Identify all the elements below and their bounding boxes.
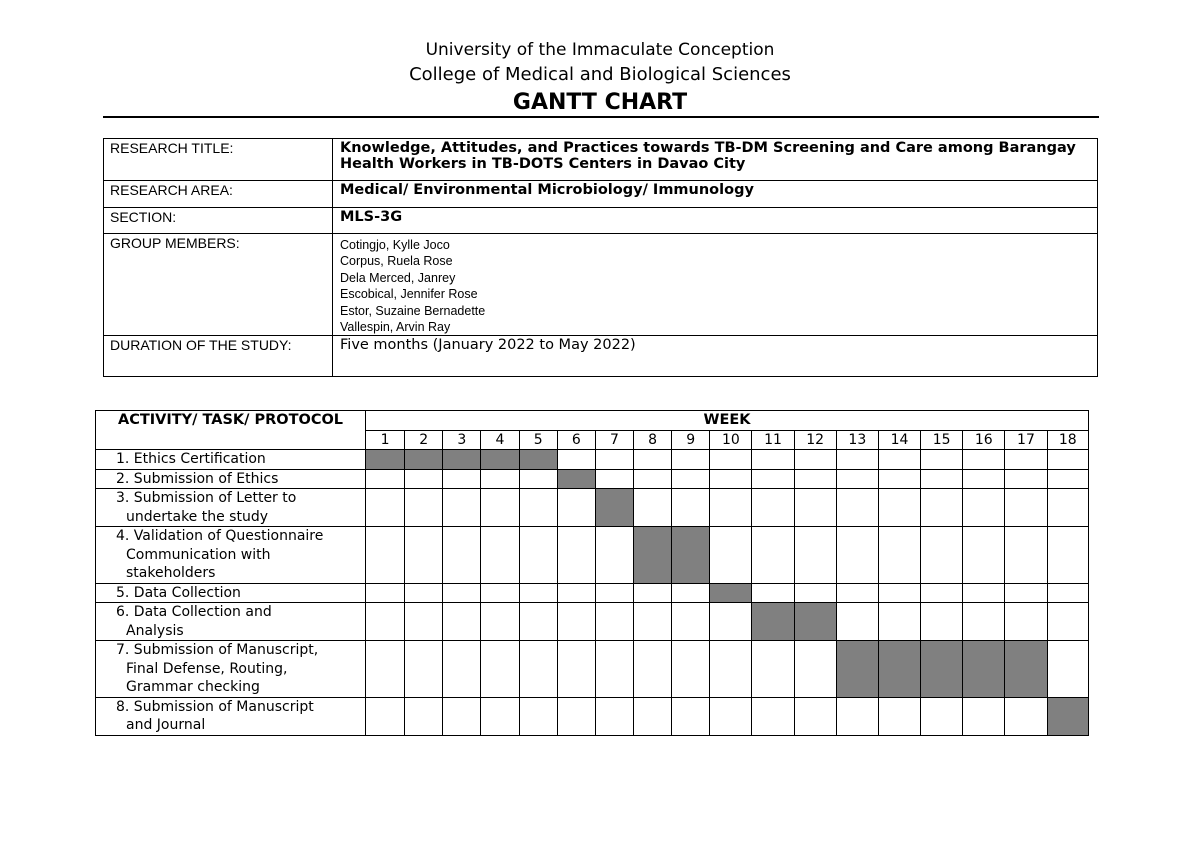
gantt-empty-cell [672, 641, 710, 698]
task-label [96, 641, 366, 698]
gantt-empty-cell [921, 489, 963, 527]
gantt-empty-cell [481, 603, 519, 641]
task-row [96, 641, 1089, 698]
page-title: GANTT CHART [512, 90, 688, 115]
university-name: University of the Immaculate Conception [425, 40, 775, 60]
section-label: SECTION: [104, 208, 333, 234]
gantt-bar-cell [443, 450, 481, 470]
week-number-8: 8 [634, 430, 672, 450]
gantt-empty-cell [752, 527, 794, 584]
research-title-label: RESEARCH TITLE: [104, 139, 333, 181]
research-info-table [103, 138, 1098, 377]
gantt-empty-cell [519, 469, 557, 489]
gantt-bar-cell [878, 641, 920, 698]
gantt-empty-cell [752, 489, 794, 527]
gantt-empty-cell [1047, 583, 1088, 603]
gantt-empty-cell [836, 489, 878, 527]
gantt-empty-cell [366, 469, 405, 489]
gantt-empty-cell [921, 603, 963, 641]
gantt-empty-cell [963, 469, 1005, 489]
gantt-empty-cell [1005, 469, 1047, 489]
week-number-4: 4 [481, 430, 519, 450]
task-row [96, 527, 1089, 584]
college-name: College of Medical and Biological Sciences [409, 64, 791, 85]
gantt-empty-cell [481, 527, 519, 584]
gantt-header-row [96, 411, 1089, 431]
research-area-label: RESEARCH AREA: [104, 181, 333, 208]
gantt-empty-cell [634, 450, 672, 470]
gantt-empty-cell [519, 697, 557, 735]
gantt-empty-cell [405, 527, 443, 584]
research-area-row [104, 181, 1098, 208]
week-number-10: 10 [710, 430, 752, 450]
group-member: Corpus, Ruela Rose [340, 254, 453, 269]
gantt-bar-cell [672, 527, 710, 584]
group-member: Dela Merced, Janrey [340, 270, 456, 285]
task-label-line: 6. Data Collection and [116, 604, 272, 620]
gantt-empty-cell [519, 527, 557, 584]
gantt-empty-cell [672, 583, 710, 603]
gantt-empty-cell [1005, 603, 1047, 641]
gantt-empty-cell [1047, 641, 1088, 698]
gantt-empty-cell [595, 697, 633, 735]
gantt-empty-cell [710, 469, 752, 489]
task-row [96, 697, 1089, 735]
gantt-empty-cell [878, 489, 920, 527]
gantt-empty-cell [557, 583, 595, 603]
gantt-empty-cell [672, 489, 710, 527]
gantt-empty-cell [836, 603, 878, 641]
task-label-line: 7. Submission of Manuscript, [116, 642, 319, 658]
section-row [104, 208, 1098, 234]
gantt-empty-cell [1005, 450, 1047, 470]
gantt-empty-cell [557, 641, 595, 698]
gantt-bar-cell [366, 450, 405, 470]
gantt-empty-cell [634, 469, 672, 489]
gantt-empty-cell [794, 489, 836, 527]
week-number-13: 13 [836, 430, 878, 450]
gantt-empty-cell [519, 583, 557, 603]
gantt-empty-cell [794, 450, 836, 470]
gantt-empty-cell [405, 603, 443, 641]
gantt-empty-cell [634, 583, 672, 603]
group-member: Escobical, Jennifer Rose [340, 287, 478, 302]
gantt-empty-cell [557, 489, 595, 527]
gantt-bar-cell [794, 603, 836, 641]
week-number-1: 1 [366, 430, 405, 450]
gantt-empty-cell [963, 583, 1005, 603]
task-label-line: 4. Validation of Questionnaire [116, 528, 324, 544]
week-number-2: 2 [405, 430, 443, 450]
header-divider [103, 116, 1099, 118]
gantt-empty-cell [634, 641, 672, 698]
gantt-empty-cell [519, 641, 557, 698]
week-number-15: 15 [921, 430, 963, 450]
gantt-empty-cell [794, 641, 836, 698]
gantt-empty-cell [443, 489, 481, 527]
gantt-bar-cell [836, 641, 878, 698]
gantt-empty-cell [366, 489, 405, 527]
gantt-bar-cell [1047, 697, 1088, 735]
task-label [96, 603, 366, 641]
gantt-empty-cell [366, 603, 405, 641]
duration-row [104, 336, 1098, 377]
gantt-empty-cell [595, 583, 633, 603]
group-members-row [104, 234, 1098, 336]
task-label-line: Grammar checking [126, 679, 260, 695]
week-number-9: 9 [672, 430, 710, 450]
gantt-bar-cell [557, 469, 595, 489]
gantt-empty-cell [481, 641, 519, 698]
gantt-bar-cell [595, 489, 633, 527]
gantt-empty-cell [1047, 527, 1088, 584]
gantt-empty-cell [921, 469, 963, 489]
gantt-bar-cell [921, 641, 963, 698]
gantt-table [95, 410, 1089, 736]
week-number-11: 11 [752, 430, 794, 450]
week-number-17: 17 [1005, 430, 1047, 450]
gantt-empty-cell [921, 583, 963, 603]
gantt-empty-cell [634, 603, 672, 641]
gantt-empty-cell [595, 603, 633, 641]
gantt-empty-cell [481, 469, 519, 489]
week-column-header: WEEK [366, 411, 1089, 431]
week-number-18: 18 [1047, 430, 1088, 450]
gantt-empty-cell [836, 583, 878, 603]
task-label-line: 5. Data Collection [116, 584, 241, 601]
gantt-empty-cell [443, 697, 481, 735]
gantt-empty-cell [672, 469, 710, 489]
gantt-empty-cell [836, 697, 878, 735]
gantt-empty-cell [443, 583, 481, 603]
gantt-empty-cell [443, 469, 481, 489]
task-label [96, 697, 366, 735]
research-title-value: Knowledge, Attitudes, and Practices towards TB-DM Screening and Care among Barangay Health Workers in TB-DOTS Centers in Davao City [333, 139, 1098, 181]
gantt-empty-cell [963, 603, 1005, 641]
week-number-5: 5 [519, 430, 557, 450]
gantt-bar-cell [710, 583, 752, 603]
gantt-empty-cell [794, 469, 836, 489]
duration-label: DURATION OF THE STUDY: [104, 336, 333, 377]
gantt-empty-cell [366, 527, 405, 584]
task-row [96, 583, 1089, 603]
gantt-empty-cell [519, 489, 557, 527]
duration-value: Five months (January 2022 to May 2022) [333, 336, 1098, 377]
task-label-line: and Journal [126, 717, 206, 733]
gantt-empty-cell [481, 489, 519, 527]
gantt-empty-cell [595, 469, 633, 489]
gantt-empty-cell [481, 697, 519, 735]
gantt-empty-cell [1047, 450, 1088, 470]
research-area-value: Medical/ Environmental Microbiology/ Immunology [333, 181, 1098, 208]
gantt-empty-cell [672, 697, 710, 735]
gantt-empty-cell [794, 583, 836, 603]
gantt-empty-cell [595, 527, 633, 584]
gantt-empty-cell [634, 489, 672, 527]
gantt-empty-cell [1047, 489, 1088, 527]
task-label-line: Communication with [126, 546, 271, 563]
gantt-empty-cell [1005, 583, 1047, 603]
task-label-line: Analysis [126, 622, 184, 639]
gantt-empty-cell [836, 450, 878, 470]
gantt-empty-cell [963, 527, 1005, 584]
gantt-empty-cell [752, 450, 794, 470]
gantt-empty-cell [481, 583, 519, 603]
gantt-empty-cell [963, 697, 1005, 735]
gantt-empty-cell [366, 583, 405, 603]
week-number-14: 14 [878, 430, 920, 450]
gantt-empty-cell [1047, 469, 1088, 489]
gantt-empty-cell [1005, 697, 1047, 735]
gantt-bar-cell [1005, 641, 1047, 698]
gantt-empty-cell [963, 489, 1005, 527]
research-title-row [104, 139, 1098, 181]
gantt-empty-cell [405, 489, 443, 527]
gantt-empty-cell [836, 527, 878, 584]
gantt-empty-cell [878, 583, 920, 603]
gantt-bar-cell [963, 641, 1005, 698]
gantt-empty-cell [710, 489, 752, 527]
gantt-empty-cell [921, 527, 963, 584]
section-value: MLS-3G [333, 208, 1098, 234]
group-members-label: GROUP MEMBERS: [104, 234, 333, 336]
gantt-empty-cell [836, 469, 878, 489]
gantt-empty-cell [752, 697, 794, 735]
gantt-bar-cell [481, 450, 519, 470]
gantt-empty-cell [794, 697, 836, 735]
task-label-line: stakeholders [126, 565, 216, 581]
gantt-empty-cell [557, 603, 595, 641]
gantt-empty-cell [710, 527, 752, 584]
gantt-empty-cell [405, 641, 443, 698]
group-member: Cotingjo, Kylle Joco [340, 238, 450, 252]
gantt-empty-cell [710, 641, 752, 698]
gantt-empty-cell [443, 603, 481, 641]
gantt-empty-cell [1047, 603, 1088, 641]
task-label-line: undertake the study [126, 508, 268, 525]
task-row [96, 603, 1089, 641]
group-member: Estor, Suzaine Bernadette [340, 303, 486, 318]
gantt-bar-cell [519, 450, 557, 470]
task-label-line: 8. Submission of Manuscript [116, 698, 314, 715]
gantt-empty-cell [634, 697, 672, 735]
gantt-empty-cell [878, 450, 920, 470]
gantt-empty-cell [519, 603, 557, 641]
gantt-empty-cell [672, 450, 710, 470]
task-label-line: 1. Ethics Certification [116, 451, 266, 467]
activity-column-header: ACTIVITY/ TASK/ PROTOCOL [96, 411, 366, 450]
gantt-empty-cell [443, 641, 481, 698]
task-label [96, 450, 366, 470]
gantt-empty-cell [366, 641, 405, 698]
gantt-empty-cell [557, 450, 595, 470]
gantt-empty-cell [1005, 489, 1047, 527]
gantt-empty-cell [921, 450, 963, 470]
gantt-empty-cell [557, 527, 595, 584]
gantt-empty-cell [710, 697, 752, 735]
gantt-empty-cell [752, 469, 794, 489]
gantt-empty-cell [878, 527, 920, 584]
task-label-line: 2. Submission of Ethics [116, 470, 279, 487]
gantt-bar-cell [752, 603, 794, 641]
gantt-empty-cell [1005, 527, 1047, 584]
task-row [96, 489, 1089, 527]
task-label [96, 583, 366, 603]
task-label-line: Final Defense, Routing, [126, 660, 288, 677]
gantt-empty-cell [557, 697, 595, 735]
gantt-empty-cell [595, 450, 633, 470]
gantt-empty-cell [672, 603, 710, 641]
week-number-12: 12 [794, 430, 836, 450]
week-number-7: 7 [595, 430, 633, 450]
gantt-bar-cell [634, 527, 672, 584]
gantt-empty-cell [443, 527, 481, 584]
task-label [96, 469, 366, 489]
gantt-empty-cell [366, 697, 405, 735]
task-label-line: 3. Submission of Letter to [116, 490, 297, 506]
task-row [96, 469, 1089, 489]
gantt-bar-cell [405, 450, 443, 470]
task-label [96, 489, 366, 527]
gantt-empty-cell [878, 469, 920, 489]
gantt-empty-cell [595, 641, 633, 698]
group-member: Vallespin, Arvin Ray [340, 320, 451, 335]
gantt-empty-cell [710, 603, 752, 641]
gantt-empty-cell [405, 469, 443, 489]
gantt-empty-cell [710, 450, 752, 470]
gantt-empty-cell [752, 641, 794, 698]
week-number-6: 6 [557, 430, 595, 450]
gantt-empty-cell [878, 603, 920, 641]
gantt-empty-cell [405, 697, 443, 735]
task-label [96, 527, 366, 584]
gantt-empty-cell [752, 583, 794, 603]
gantt-empty-cell [963, 450, 1005, 470]
week-number-16: 16 [963, 430, 1005, 450]
week-number-3: 3 [443, 430, 481, 450]
gantt-empty-cell [878, 697, 920, 735]
gantt-empty-cell [405, 583, 443, 603]
group-members-list [333, 234, 1098, 336]
gantt-empty-cell [921, 697, 963, 735]
gantt-empty-cell [794, 527, 836, 584]
task-row [96, 450, 1089, 470]
